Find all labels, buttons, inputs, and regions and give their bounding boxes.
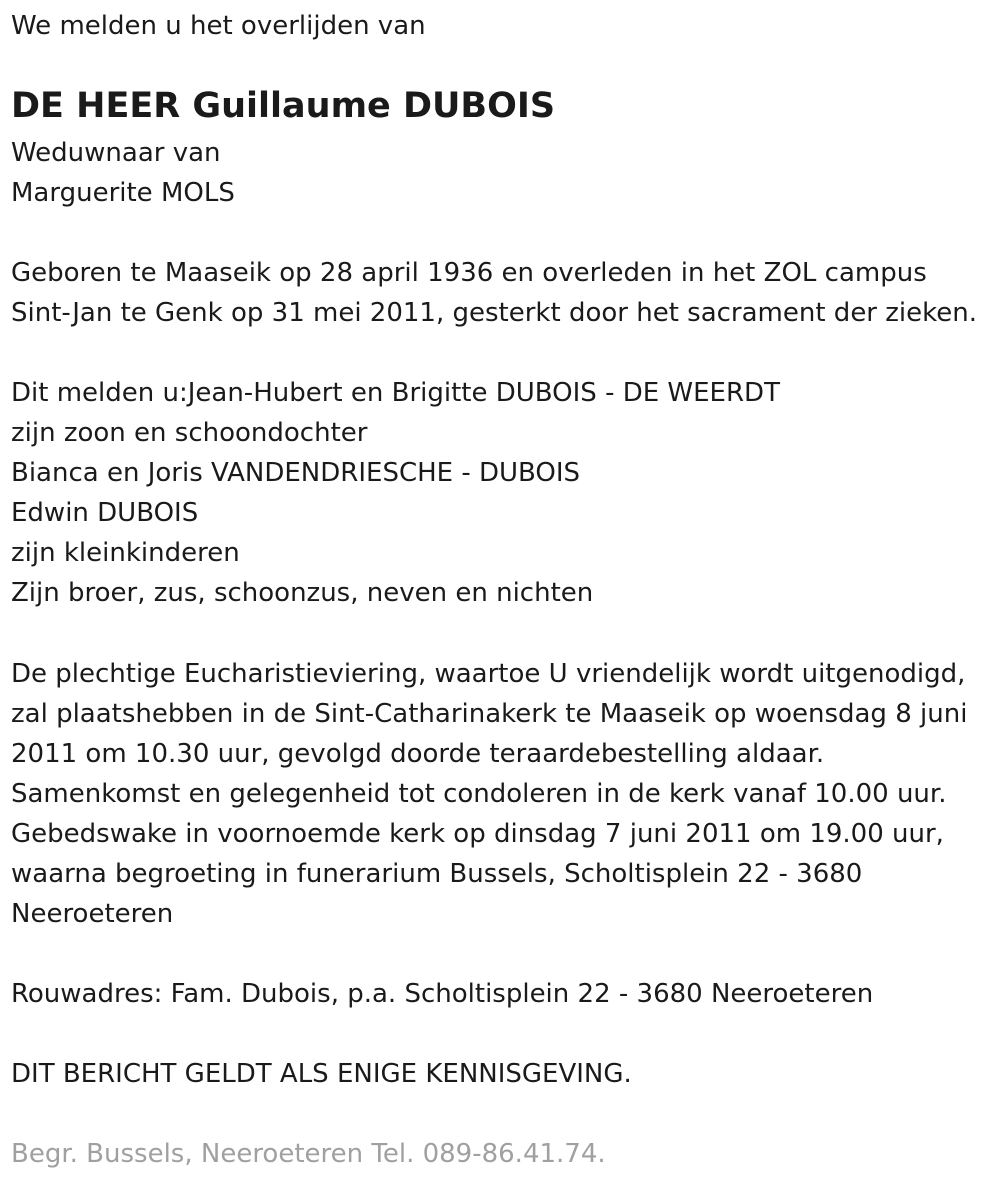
official-notice: [11, 1054, 632, 1094]
intro-text: We melden u het overlijden van: [11, 11, 426, 41]
service-line: waarna begroeting in funerarium Bussels, Scholtisplein 22 - 3680: [11, 859, 863, 889]
birth-death-line: Sint-Jan te Genk op 31 mei 2011, gesterkt door het sacrament der zieken.: [11, 298, 977, 328]
service-line: De plechtige Eucharistieviering, waartoe U vriendelijk wordt uitgenodigd,: [11, 659, 966, 689]
funeral-home-footer: [11, 1134, 606, 1174]
service-line: 2011 om 10.30 uur, gevolgd doorde teraardebestelling aldaar.: [11, 739, 825, 769]
service-line: Neeroeteren: [11, 899, 174, 929]
birth-death-line: Geboren te Maaseik op 28 april 1936 en overleden in het ZOL campus: [11, 258, 927, 288]
family-line: zijn zoon en schoondochter: [11, 418, 368, 448]
funeral-home-line: Begr. Bussels, Neeroeteren Tel. 089-86.41.74.: [11, 1139, 606, 1169]
official-notice-line: DIT BERICHT GELDT ALS ENIGE KENNISGEVING.: [11, 1059, 632, 1089]
spouse-section: [11, 133, 235, 213]
family-line: Zijn broer, zus, schoonzus, neven en nichten: [11, 578, 594, 608]
family-line: Bianca en Joris VANDENDRIESCHE - DUBOIS: [11, 458, 581, 488]
service-section: [11, 654, 967, 934]
birth-death-section: [11, 253, 977, 333]
spouse-line: Weduwnaar van: [11, 138, 221, 168]
family-line: zijn kleinkinderen: [11, 538, 240, 568]
service-line: zal plaatshebben in de Sint-Catharinakerk te Maaseik op woensdag 8 juni: [11, 699, 968, 729]
mourning-address: [11, 974, 873, 1014]
deceased-name: DE HEER Guillaume DUBOIS: [11, 86, 556, 126]
family-line: Dit melden u:Jean-Hubert en Brigitte DUBOIS - DE WEERDT: [11, 378, 780, 408]
family-line: Edwin DUBOIS: [11, 498, 199, 528]
spouse-line: Marguerite MOLS: [11, 178, 235, 208]
service-line: Samenkomst en gelegenheid tot condoleren in de kerk vanaf 10.00 uur.: [11, 779, 947, 809]
mourning-address-line: Rouwadres: Fam. Dubois, p.a. Scholtisplein 22 - 3680 Neeroeteren: [11, 979, 874, 1009]
service-line: Gebedswake in voornoemde kerk op dinsdag 7 juni 2011 om 19.00 uur,: [11, 819, 944, 849]
family-section: [11, 373, 780, 613]
